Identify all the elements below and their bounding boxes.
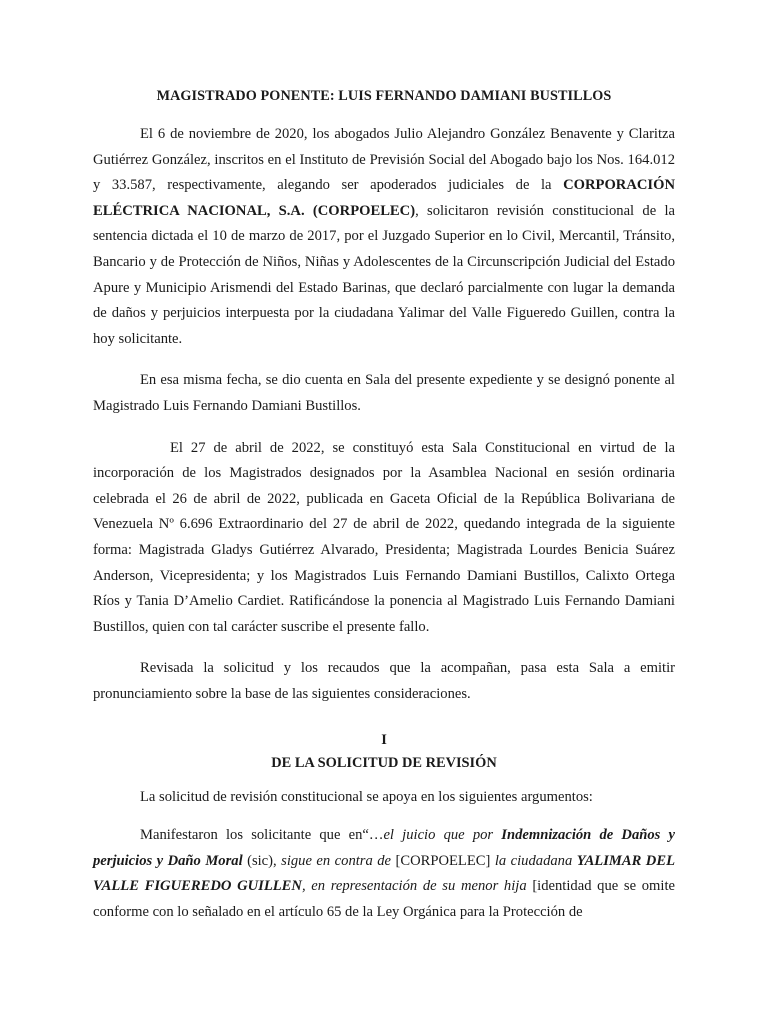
paragraph-6-text-i: , en representación de su menor hija: [301, 878, 527, 895]
paragraph-5: La solicitud de revisión constitucional se apoya en los siguientes argumentos:: [140, 789, 593, 806]
paragraph-4: Revisada la solicitud y los recaudos que la acompañan, pasa esta Sala a emitir pronunciamiento sobre la base de las siguientes consideraciones.: [93, 660, 675, 702]
paragraph-1-text-a: El 6 de noviembre de 2020, los abogados Julio Alejandro González Benavente y Claritza Gutiérrez González, inscritos en el Instituto de Previsión Social del Abogado bajo los Nos. 164.012 y 33.587, respectivamente, alegando ser apoderados judiciales de la: [93, 126, 675, 194]
paragraph-6-text-d: (sic),: [242, 852, 282, 869]
section-number: I: [381, 732, 387, 749]
paragraph-1: [93, 122, 675, 352]
paragraph-6-text-a: Manifestaron los solicitante que en“…: [140, 827, 384, 844]
paragraph-6-text-b: el juicio que por: [383, 827, 502, 844]
paragraph-2: En esa misma fecha, se dio cuenta en Sala del presente expediente y se designó ponente al Magistrado Luis Fernando Damiani Bustillos.: [93, 372, 675, 414]
company-name: CORPORACIÓN ELÉCTRICA NACIONAL, S.A. (CORPOELEC): [93, 177, 675, 219]
paragraph-6: [93, 823, 675, 925]
paragraph-6-text-e: sigue en contra de: [281, 852, 392, 869]
paragraph-1-text-c: , solicitaron revisión constitucional de la sentencia dictada el 10 de marzo de 2017, por el Juzgado Superior en lo Civil, Mercantil, Tránsito, Bancario y de Protección de Niños, Niñas y Adolescentes de la Circunscripción Judicial del Estado Apure y Municipio Arismendi del Estado Barinas, que declaró parcialmente con lugar la demanda de daños y perjuicios interpuesta por la ciudadana Yalimar del Valle Figueredo Guillen, contra la hoy solicitante.: [93, 202, 675, 347]
document-heading: MAGISTRADO PONENTE: LUIS FERNANDO DAMIANI BUSTILLOS: [156, 88, 612, 104]
paragraph-3: El 27 de abril de 2022, se constituyó esta Sala Constitucional en virtud de la incorporación de los Magistrados designados por la Asamblea Nacional en sesión ordinaria celebrada el 26 de abril de 2022, publicada en Gaceta Oficial de la República Bolivariana de Venezuela Nº 6.696 Extraordinario del 27 de abril de 2022, quedando integrada de la siguiente forma: Magistrada Gladys Gutiérrez Alvarado, Presidenta; Magistrada Lourdes Benicia Suárez Anderson, Vicepresidenta; y los Magistrados Luis Fernando Damiani Bustillos, Calixto Ortega Ríos y Tania D’Amelio Cardiet. Ratificándose la ponencia al Magistrado Luis Fernando Damiani Bustillos, quien con tal carácter suscribe el presente fallo.: [93, 439, 675, 635]
paragraph-6-text-j: [identidad que se omite conforme con lo señalado en el artículo 65 de la Ley Orgánica para la Protección de: [93, 878, 675, 920]
claimant-name: YALIMAR DEL VALLE FIGUEREDO GUILLEN: [93, 852, 675, 895]
paragraph-6-text-f: [CORPOELEC]: [391, 852, 495, 869]
claim-title: Indemnización de Daños y perjuicios y Daño Moral: [93, 827, 676, 869]
document-page: [93, 86, 675, 925]
section-title: DE LA SOLICITUD DE REVISIÓN: [271, 755, 497, 772]
paragraph-6-text-g: la ciudadana: [494, 852, 577, 869]
